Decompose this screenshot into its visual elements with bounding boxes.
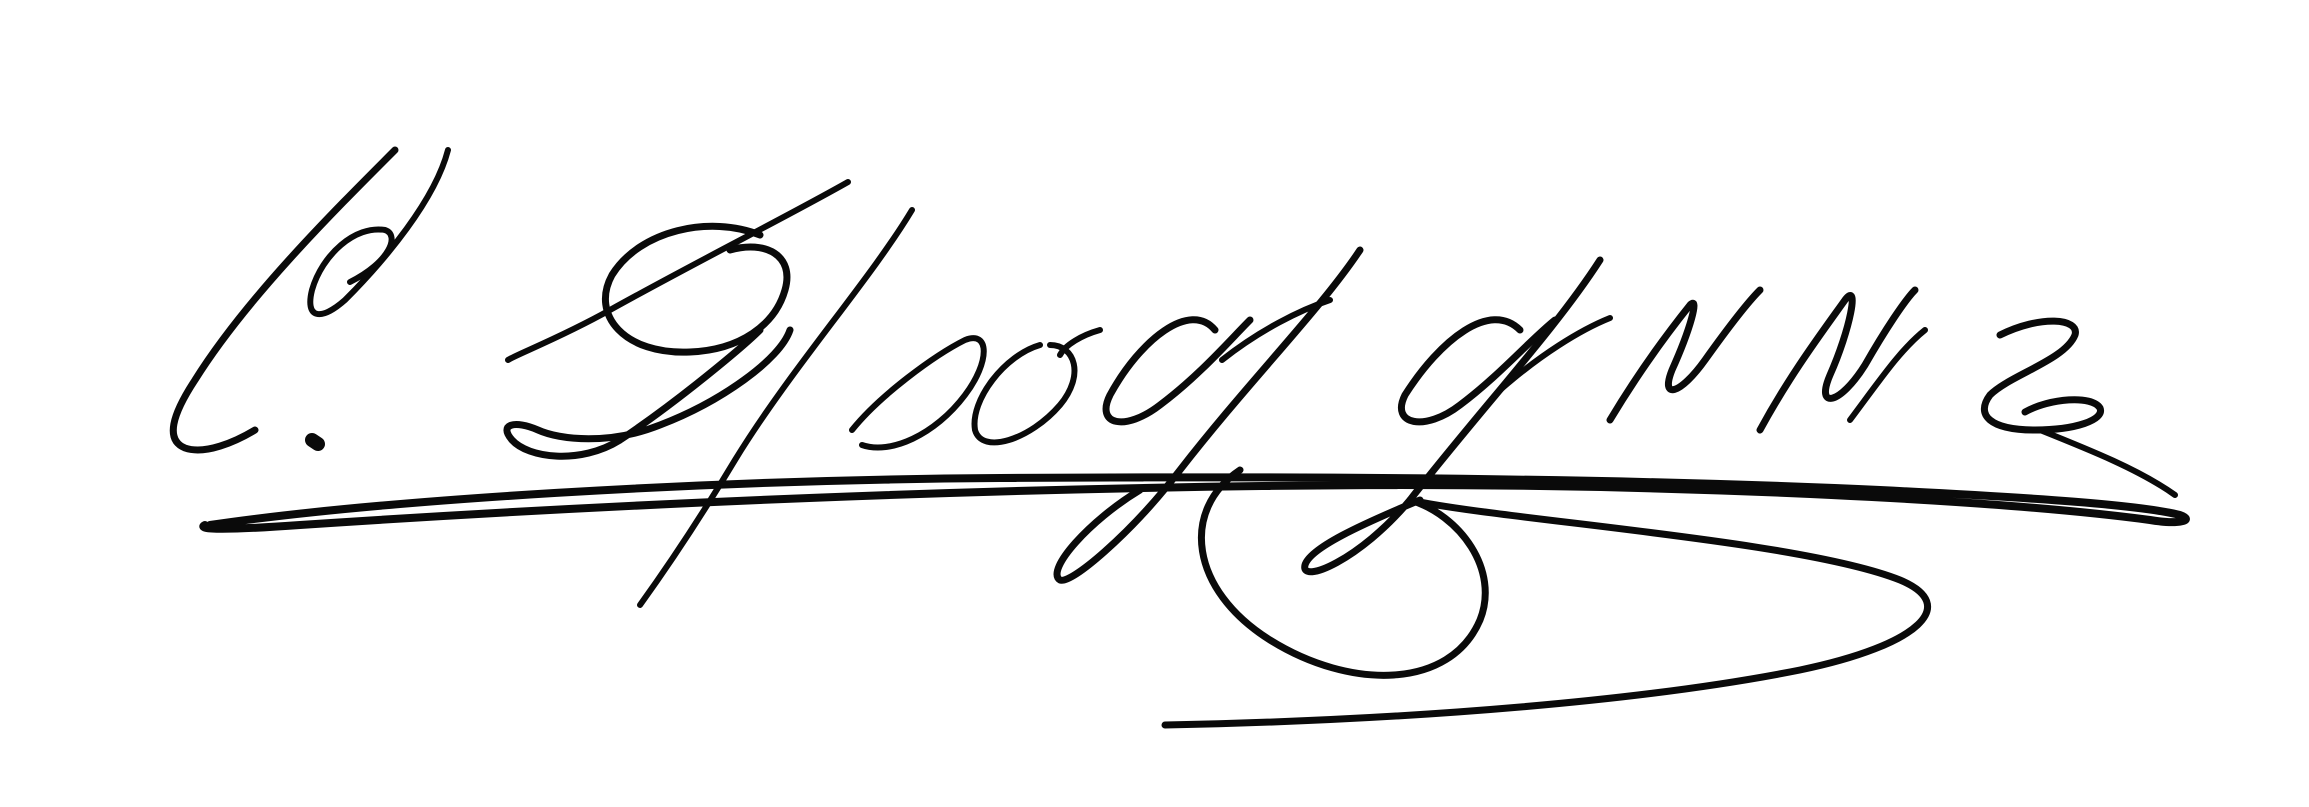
letter-zh-2-main xyxy=(1401,320,1555,422)
letter-o-1 xyxy=(975,345,1075,442)
initial-dot xyxy=(312,440,318,444)
underline-flourish xyxy=(203,477,2186,528)
initial-c-stroke xyxy=(173,150,395,450)
lower-loop-flourish xyxy=(1165,470,1928,725)
initial-c-loop xyxy=(310,150,448,314)
letter-i xyxy=(1610,290,1760,420)
letter-o-2 xyxy=(1060,330,1100,355)
letter-d-stroke xyxy=(508,182,848,360)
letter-hard-sign xyxy=(1984,321,2100,430)
letter-hard-sign-tail xyxy=(2040,430,2175,495)
letter-r-loop xyxy=(852,338,984,447)
letter-zh-1-stem xyxy=(1057,250,1360,580)
